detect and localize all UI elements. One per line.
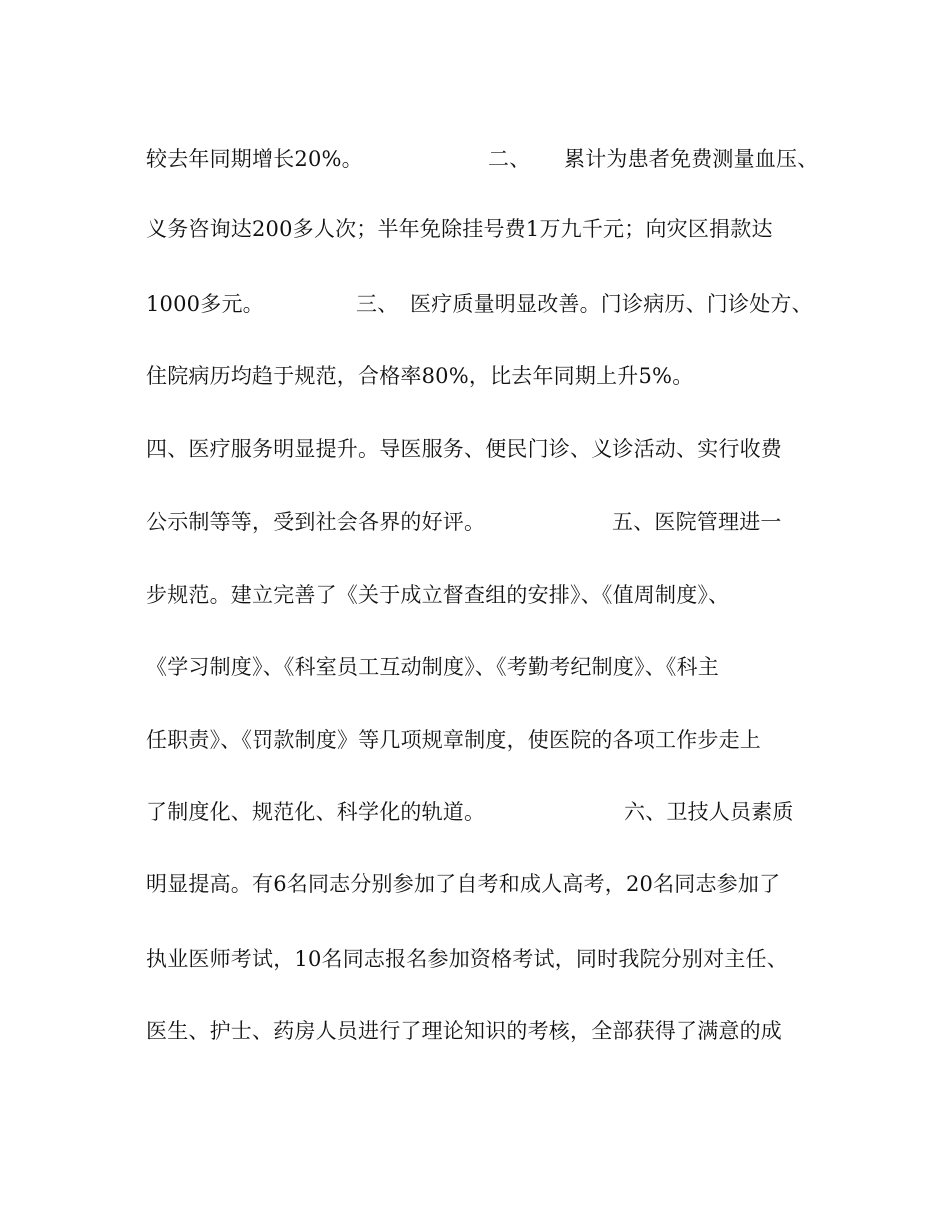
text-segment: 五、医院管理进一: [612, 510, 782, 534]
text-segment: 任职责》、《罚款制度》等几项规章制度，使医院的各项工作步走上: [146, 728, 761, 752]
text-segment: 公示制等等，受到社会各界的好评。: [146, 510, 486, 534]
text-segment: 较去年同期增长20%。: [146, 147, 363, 171]
text-segment: 住院病历均趋于规范，合格率80%，比去年同期上升5%。: [146, 364, 694, 388]
text-segment: 了制度化、规范化、科学化的轨道。: [146, 800, 486, 824]
text-line-5: [146, 434, 826, 464]
text-line-6: [146, 507, 826, 537]
list-marker: 三、: [356, 292, 399, 316]
text-line-13: [146, 1016, 826, 1046]
text-segment: 《学习制度》、《科室员工互动制度》、《考勤考纪制度》、《科主: [146, 655, 719, 679]
text-segment: 六、卫技人员素质: [624, 800, 794, 824]
text-segment: 累计为患者免费测量血压、: [564, 147, 819, 171]
text-segment: 明显提高。有6名同志分别参加了自考和成人高考，20名同志参加了: [146, 872, 781, 896]
text-line-8: [146, 652, 826, 682]
text-segment: 四、医疗服务明显提升。导医服务、便民门诊、义诊活动、实行收费: [146, 437, 782, 461]
text-line-12: [146, 944, 826, 974]
text-line-11: [146, 869, 826, 899]
text-segment: 执业医师考试，10名同志报名参加资格考试，同时我院分别对主任、: [146, 947, 788, 971]
list-marker: 二、: [488, 147, 531, 171]
text-line-4: [146, 361, 826, 391]
text-line-1: [146, 144, 826, 174]
text-line-9: [146, 725, 826, 755]
text-segment: 义务咨询达200多人次；半年免除挂号费1万九千元；向灾区捐款达: [146, 217, 773, 241]
text-segment: 步规范。建立完善了《关于成立督查组的安排》、《值周制度》、: [146, 583, 730, 607]
text-line-7: [146, 580, 826, 610]
text-segment: 医生、护士、药房人员进行了理论知识的考核，全部获得了满意的成: [146, 1019, 782, 1043]
text-line-10: [146, 797, 826, 827]
text-segment: 1000多元。: [146, 292, 264, 316]
text-line-2: [146, 214, 826, 244]
text-line-3: [146, 289, 826, 319]
text-segment: 医疗质量明显改善。门诊病历、门诊处方、: [410, 292, 813, 316]
